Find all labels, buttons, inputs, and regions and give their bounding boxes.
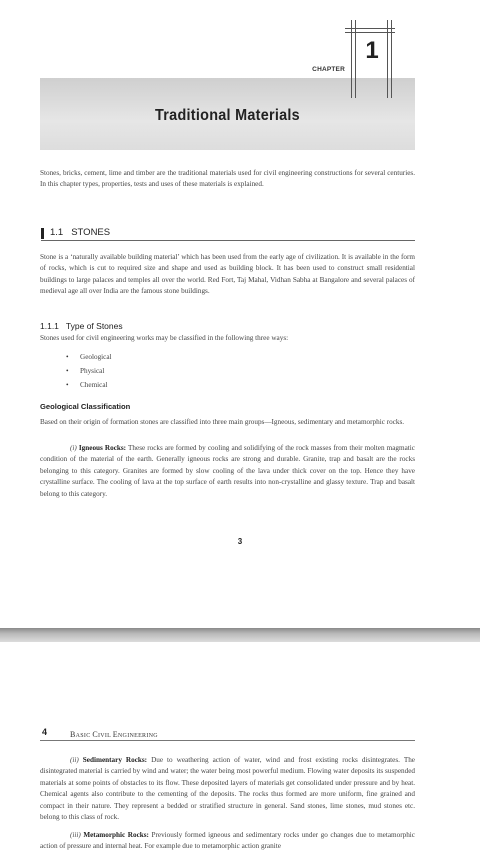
intro-paragraph: Stones, bricks, cement, lime and timber are the traditional materials used for civil engineering constructions for several centuries. In this chapter types, properties, tests and uses of these materials is explained.: [40, 169, 415, 189]
section-heading: [50, 227, 110, 238]
sedimentary-paragraph: [40, 755, 415, 823]
types-intro-paragraph: Stones used for civil engineering works may be classified in the following three ways:: [40, 334, 289, 342]
section-rule: [41, 240, 415, 241]
igneous-text: These rocks are formed by cooling and solidifying of the rock masses from their molten magmatic condition of the material of the earth. Generally igneous rocks are strong and durable. Granite, trap and basalt are the rocks belonging to this category. Granites are formed by slow cooling of the lava under thick cover on the top. Hence they have crystalline surface. The cooling of lava at the top surface of earth results into non-crystalline and glassy texture. Trap and basalt belong to this category.: [40, 444, 415, 498]
chapter-label: CHAPTER: [312, 66, 345, 73]
metamorphic-term: Metamorphic Rocks:: [83, 831, 149, 839]
list-item: • Geological: [66, 350, 112, 364]
igneous-number: (i): [70, 444, 77, 452]
chapter-title: Traditional Materials: [155, 107, 300, 124]
list-item: • Physical: [66, 364, 112, 378]
metamorphic-number: (iii): [70, 831, 81, 839]
stones-paragraph: Stone is a ‘naturally available building material’ which has been used from the early age of civilization. It is available in the form of rocks, which is cut to required size and shape and used as building block. It has been used to construct small residential buildings to large palaces and temples all over the world. Red Fort, Taj Mahal, Vidhan Sabha at Bangalore and several palaces of medieval age all over India are the famous stone buildings.: [40, 253, 415, 296]
page-2: [0, 642, 480, 853]
list-item: • Chemical: [66, 378, 112, 392]
igneous-term: Igneous Rocks:: [78, 444, 127, 452]
metamorphic-text: Previously formed igneous and sedimentary rocks under go changes due to metamorphic action of pressure and internal heat. For example due to metamorphic action granite: [40, 831, 415, 851]
page-separator: [0, 628, 480, 642]
sedimentary-text: Due to weathering action of water, wind and frost existing rocks disintegrates. The disintegrated material is carried by wind and water; the water being most powerful medium. Flowing water deposits its suspended materials at some points of obstacles to its flow. These deposited layers of materials get consolidated under pressure and by heat. Chemical agents also contribute to the cementing of the deposits. The rocks thus formed are more uniform, fine grained and compact in their nature. They represent a bedded or stratified structure in general. Sand stones, lime stones, mud stones etc. belong to this class of rock.: [40, 756, 416, 822]
section-number: 1.1: [50, 227, 64, 238]
geological-heading: Geological Classification: [40, 402, 131, 411]
metamorphic-paragraph: [40, 830, 415, 853]
subsection-title: Type of Stones: [65, 321, 123, 331]
subsection-number: 1.1.1: [40, 321, 59, 331]
header-rule: [40, 740, 415, 741]
subsection-heading: [40, 321, 123, 331]
section-marker: [41, 228, 44, 239]
page-2-number: 4: [42, 727, 48, 737]
igneous-paragraph: [40, 443, 415, 500]
stone-types-list: [66, 350, 112, 392]
running-title: BASIC CIVIL ENGINEERING: [70, 730, 158, 739]
page-number: 3: [237, 537, 243, 546]
section-title: STONES: [71, 227, 111, 238]
sedimentary-term: Sedimentary Rocks:: [82, 756, 148, 764]
sedimentary-number: (ii): [70, 756, 79, 764]
geological-paragraph: Based on their origin of formation stones are classified into three main groups—Igneous, sedimentary and metamorphic rocks.: [40, 418, 405, 426]
chapter-number: 1: [365, 37, 379, 64]
